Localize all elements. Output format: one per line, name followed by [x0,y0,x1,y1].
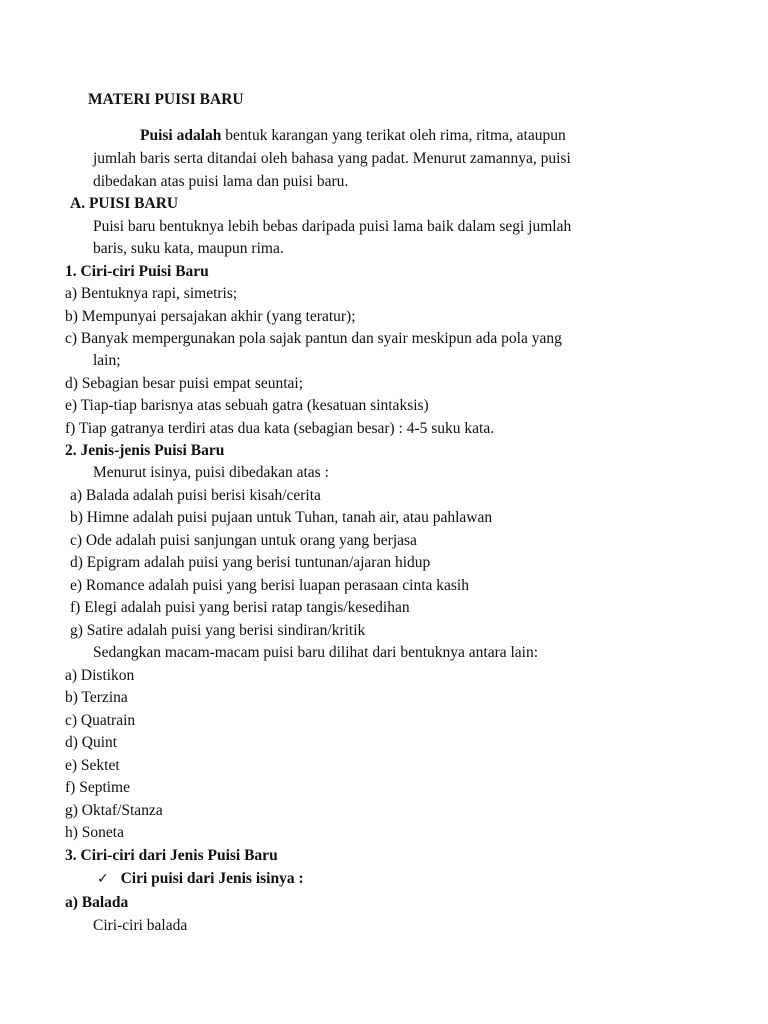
ciri-item: f) Tiap gatranya terdiri atas dua kata (sebagian besar) : 4-5 suku kata. [65,420,495,437]
ciri-item-continuation: lain; [93,352,121,369]
section-a-para-line-2: baris, suku kata, maupun rima. [93,240,284,257]
jenis-form-item: a) Distikon [65,667,135,684]
ciri-item: a) Bentuknya rapi, simetris; [65,285,238,302]
jenis-form-item: e) Sektet [65,757,120,774]
jenis-form-item: f) Septime [65,779,130,796]
ciri-item: e) Tiap-tiap barisnya atas sebuah gatra (kesatuan sintaksis) [65,397,429,414]
jenis-content-item: f) Elegi adalah puisi yang berisi ratap tangis/kesedihan [70,599,410,616]
check-line-label: Ciri puisi dari Jenis isinya : [120,870,304,887]
balada-heading: a) Balada [65,894,129,911]
jenis-form-item: h) Soneta [65,824,124,841]
jenis-form-item: b) Terzina [65,689,128,706]
ciri-item: d) Sebagian besar puisi empat seuntai; [65,375,304,392]
intro-line-1 [140,126,566,146]
checkmark-icon: ✓ [97,871,109,887]
jenis-intro: Menurut isinya, puisi dibedakan atas : [93,464,329,481]
intro-term: Puisi adalah [140,127,222,144]
balada-text: Ciri-ciri balada [93,917,188,934]
jenis-heading: 2. Jenis-jenis Puisi Baru [65,442,225,459]
jenis-form-item: c) Quatrain [65,712,136,729]
jenis-form-item: d) Quint [65,734,118,751]
jenis-content-item: c) Ode adalah puisi sanjungan untuk orang yang berjasa [70,532,417,549]
ciri-item: c) Banyak mempergunakan pola sajak pantun dan syair meskipun ada pola yang [65,330,562,347]
intro-line-3: dibedakan atas puisi lama dan puisi baru. [93,173,349,190]
jenis-content-item: a) Balada adalah puisi berisi kisah/cerita [70,487,321,504]
jenis-form-intro: Sedangkan macam-macam puisi baru dilihat dari bentuknya antara lain: [93,644,539,661]
document-title: MATERI PUISI BARU [88,91,244,108]
jenis-content-item: d) Epigram adalah puisi yang berisi tuntunan/ajaran hidup [70,554,431,571]
jenis-form-item: g) Oktaf/Stanza [65,802,163,819]
ciri-item: b) Mempunyai persajakan akhir (yang teratur); [65,308,356,325]
intro-line-1-rest: bentuk karangan yang terikat oleh rima, ritma, ataupun [221,127,566,144]
jenis-content-item: b) Himne adalah puisi pujaan untuk Tuhan, tanah air, atau pahlawan [70,509,493,526]
check-line [97,869,304,889]
ciri-jenis-heading: 3. Ciri-ciri dari Jenis Puisi Baru [65,847,278,864]
jenis-content-item: g) Satire adalah puisi yang berisi sindiran/kritik [70,622,366,639]
jenis-content-item: e) Romance adalah puisi yang berisi luapan perasaan cinta kasih [70,577,469,594]
ciri-heading: 1. Ciri-ciri Puisi Baru [65,263,209,280]
section-a-para-line-1: Puisi baru bentuknya lebih bebas daripada puisi lama baik dalam segi jumlah [93,218,572,235]
intro-line-2: jumlah baris serta ditandai oleh bahasa yang padat. Menurut zamannya, puisi [93,150,571,167]
section-a-heading: A. PUISI BARU [70,195,179,212]
